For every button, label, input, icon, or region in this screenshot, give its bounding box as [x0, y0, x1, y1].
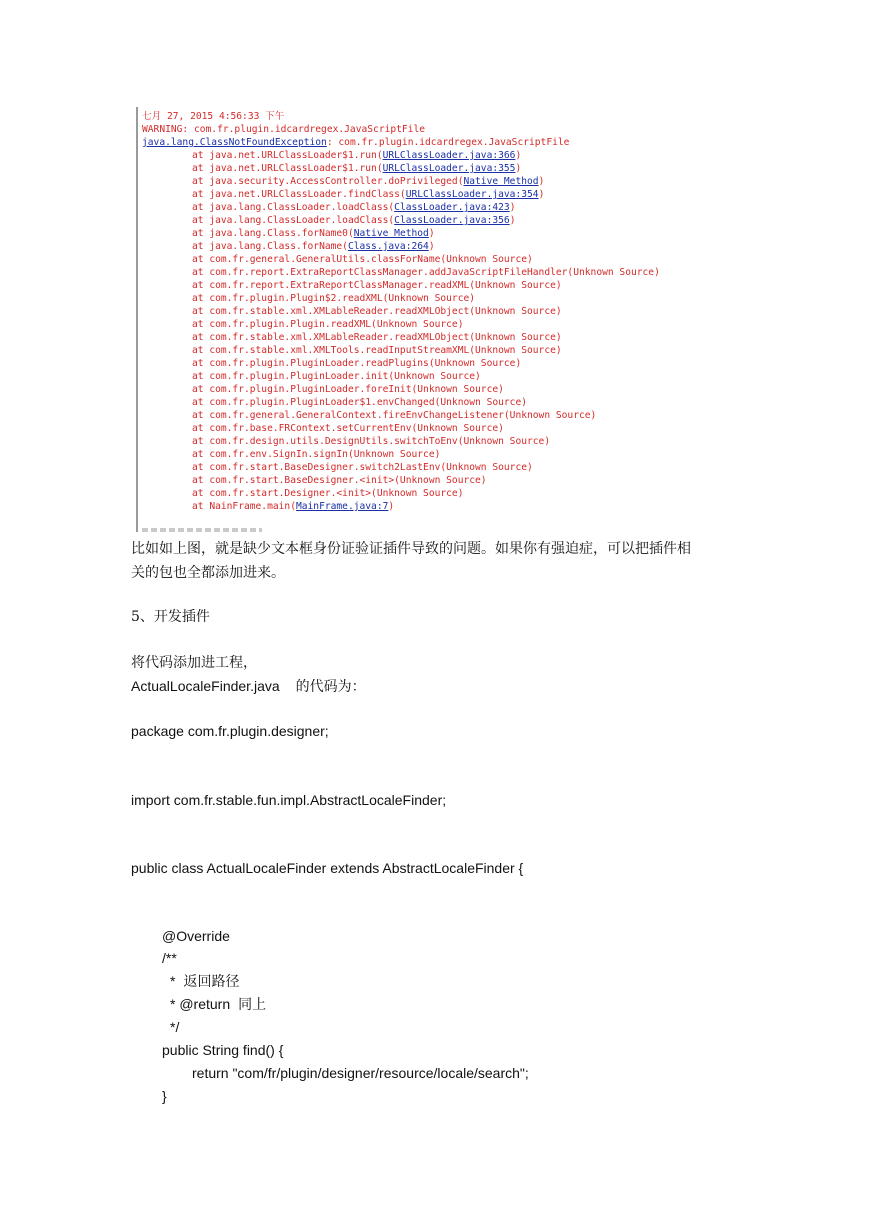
trace-frame-text: at java.lang.Class.forName( [192, 241, 348, 252]
trace-source-link[interactable]: URLClassLoader.java:354 [405, 189, 539, 200]
stack-trace-line [192, 474, 487, 487]
exception-link[interactable]: java.lang.ClassNotFoundException [142, 137, 327, 148]
paragraph-line-2: 关的包也全都添加进来。 [131, 565, 285, 581]
stack-trace-line [192, 240, 435, 253]
stack-trace-line [192, 344, 562, 357]
stack-trace-line [192, 253, 533, 266]
intro-filename: ActualLocaleFinder.java [131, 678, 280, 694]
trace-frame-text: at com.fr.report.ExtraReportClassManager.addJavaScriptFileHandler(Unknown Source) [192, 267, 660, 278]
trace-frame-text: at com.fr.plugin.Plugin$2.readXML(Unknown Source) [192, 293, 476, 304]
trace-frame-text: at com.fr.start.BaseDesigner.<init>(Unknown Source) [192, 475, 487, 486]
trace-frame-text: at com.fr.start.BaseDesigner.switch2LastEnv(Unknown Source) [192, 462, 533, 473]
stack-trace-line [192, 266, 660, 279]
trace-source-link[interactable]: URLClassLoader.java:355 [382, 163, 516, 174]
stack-trace-line [192, 201, 515, 214]
trace-frame-text: at java.security.AccessController.doPrivileged( [192, 176, 464, 187]
code-class-declaration: public class ActualLocaleFinder extends AbstractLocaleFinder { [131, 860, 524, 876]
trace-frame-close: ) [509, 215, 516, 226]
trace-frame-close: ) [428, 241, 435, 252]
trace-source-link[interactable]: ClassLoader.java:423 [394, 202, 510, 213]
trace-frame-text: at java.lang.Class.forName0( [192, 228, 354, 239]
code-import: import com.fr.stable.fun.impl.AbstractLocaleFinder; [131, 792, 447, 808]
trace-frame-close: ) [515, 150, 522, 161]
stack-trace-line [192, 435, 550, 448]
trace-frame-close: ) [428, 228, 435, 239]
code-method-declaration: public String find() { [162, 1042, 284, 1058]
trace-frame-text: at com.fr.design.utils.DesignUtils.switchToEnv(Unknown Source) [192, 436, 551, 447]
stack-trace-line [192, 279, 562, 292]
trace-frame-text: at com.fr.plugin.PluginLoader.foreInit(Unknown Source) [192, 384, 504, 395]
stack-trace-line [192, 292, 475, 305]
trace-frame-text: at java.lang.ClassLoader.loadClass( [192, 215, 395, 226]
stack-trace-line [192, 149, 521, 162]
trace-frame-text: at com.fr.env.SignIn.signIn(Unknown Source) [192, 449, 441, 460]
code-close-brace: } [162, 1088, 167, 1104]
stack-trace-line [192, 422, 504, 435]
stack-trace-line [192, 357, 521, 370]
trace-frame-text: at com.fr.plugin.PluginLoader$1.envChanged(Unknown Source) [192, 397, 528, 408]
stack-trace-line [192, 331, 562, 344]
trace-source-link[interactable]: Native Method [463, 176, 539, 187]
trace-source-link[interactable]: ClassLoader.java:356 [394, 215, 510, 226]
trace-frame-close: ) [515, 163, 522, 174]
code-override: @Override [162, 928, 230, 944]
stack-trace-line [192, 396, 527, 409]
trace-frame-text: at com.fr.report.ExtraReportClassManager.readXML(Unknown Source) [192, 280, 562, 291]
section-heading: 5、开发插件 [131, 609, 210, 625]
stack-trace-line [192, 188, 544, 201]
code-doc-line-2: * @return 同上 [170, 996, 267, 1013]
code-doc-open: /** [162, 950, 177, 966]
trace-frame-text: at NainFrame.main( [192, 501, 296, 512]
stack-trace-line [192, 162, 521, 175]
stack-trace-line [192, 500, 394, 513]
trace-frame-close: ) [388, 501, 395, 512]
code-doc-line-1: * 返回路径 [170, 973, 240, 990]
cropped-next-line [142, 528, 262, 532]
trace-frame-text: at java.net.URLClassLoader$1.run( [192, 163, 383, 174]
stack-trace-line [192, 383, 504, 396]
trace-frame-text: at com.fr.base.FRContext.setCurrentEnv(Unknown Source) [192, 423, 504, 434]
stack-trace-line [192, 214, 515, 227]
trace-frame-text: at com.fr.start.Designer.<init>(Unknown Source) [192, 488, 464, 499]
stack-trace-line [192, 409, 596, 422]
stack-trace-line [192, 305, 562, 318]
exception-text: : com.fr.plugin.idcardregex.JavaScriptFile [326, 137, 570, 148]
trace-frame-close: ) [538, 176, 545, 187]
code-return-statement: return "com/fr/plugin/designer/resource/locale/search"; [192, 1065, 529, 1081]
trace-frame-text: at com.fr.plugin.PluginLoader.readPlugins(Unknown Source) [192, 358, 522, 369]
code-doc-close: */ [170, 1019, 180, 1035]
stack-trace-line [192, 227, 435, 240]
console-timestamp: 七月 27, 2015 4:56:33 下午 [142, 111, 285, 122]
code-package: package com.fr.plugin.designer; [131, 723, 329, 739]
stack-trace-line [192, 487, 463, 500]
trace-frame-text: at com.fr.general.GeneralContext.fireEnvChangeListener(Unknown Source) [192, 410, 597, 421]
trace-frame-close: ) [509, 202, 516, 213]
trace-frame-text: at java.net.URLClassLoader.findClass( [192, 189, 406, 200]
trace-source-link[interactable]: MainFrame.java:7 [295, 501, 389, 512]
paragraph-line-1: 比如如上图，就是缺少文本框身份证验证插件导致的问题。如果你有强迫症，可以把插件相 [131, 541, 691, 557]
stack-trace-line [192, 175, 544, 188]
trace-frame-text: at com.fr.stable.xml.XMLableReader.readXMLObject(Unknown Source) [192, 306, 562, 317]
trace-source-link[interactable]: Class.java:264 [347, 241, 429, 252]
intro-line-2 [131, 676, 366, 697]
intro-text: 的代码为： [295, 679, 366, 695]
trace-source-link[interactable]: Native Method [353, 228, 429, 239]
stack-trace-line [192, 461, 533, 474]
trace-frame-text: at com.fr.general.GeneralUtils.classForName(Unknown Source) [192, 254, 533, 265]
trace-frame-text: at com.fr.stable.xml.XMLTools.readInputStreamXML(Unknown Source) [192, 345, 562, 356]
console-warning: WARNING: com.fr.plugin.idcardregex.JavaScriptFile [142, 124, 426, 135]
trace-frame-text: at com.fr.stable.xml.XMLableReader.readXMLObject(Unknown Source) [192, 332, 562, 343]
intro-line-1: 将代码添加进工程， [131, 655, 257, 671]
trace-frame-text: at com.fr.plugin.PluginLoader.init(Unknown Source) [192, 371, 481, 382]
console-exception [142, 136, 569, 149]
console-screenshot [136, 107, 760, 532]
trace-frame-text: at java.net.URLClassLoader$1.run( [192, 150, 383, 161]
trace-frame-text: at com.fr.plugin.Plugin.readXML(Unknown Source) [192, 319, 464, 330]
trace-frame-close: ) [538, 189, 545, 200]
stack-trace-line [192, 370, 481, 383]
stack-trace-line [192, 448, 440, 461]
stack-trace-line [192, 318, 463, 331]
trace-frame-text: at java.lang.ClassLoader.loadClass( [192, 202, 395, 213]
trace-source-link[interactable]: URLClassLoader.java:366 [382, 150, 516, 161]
